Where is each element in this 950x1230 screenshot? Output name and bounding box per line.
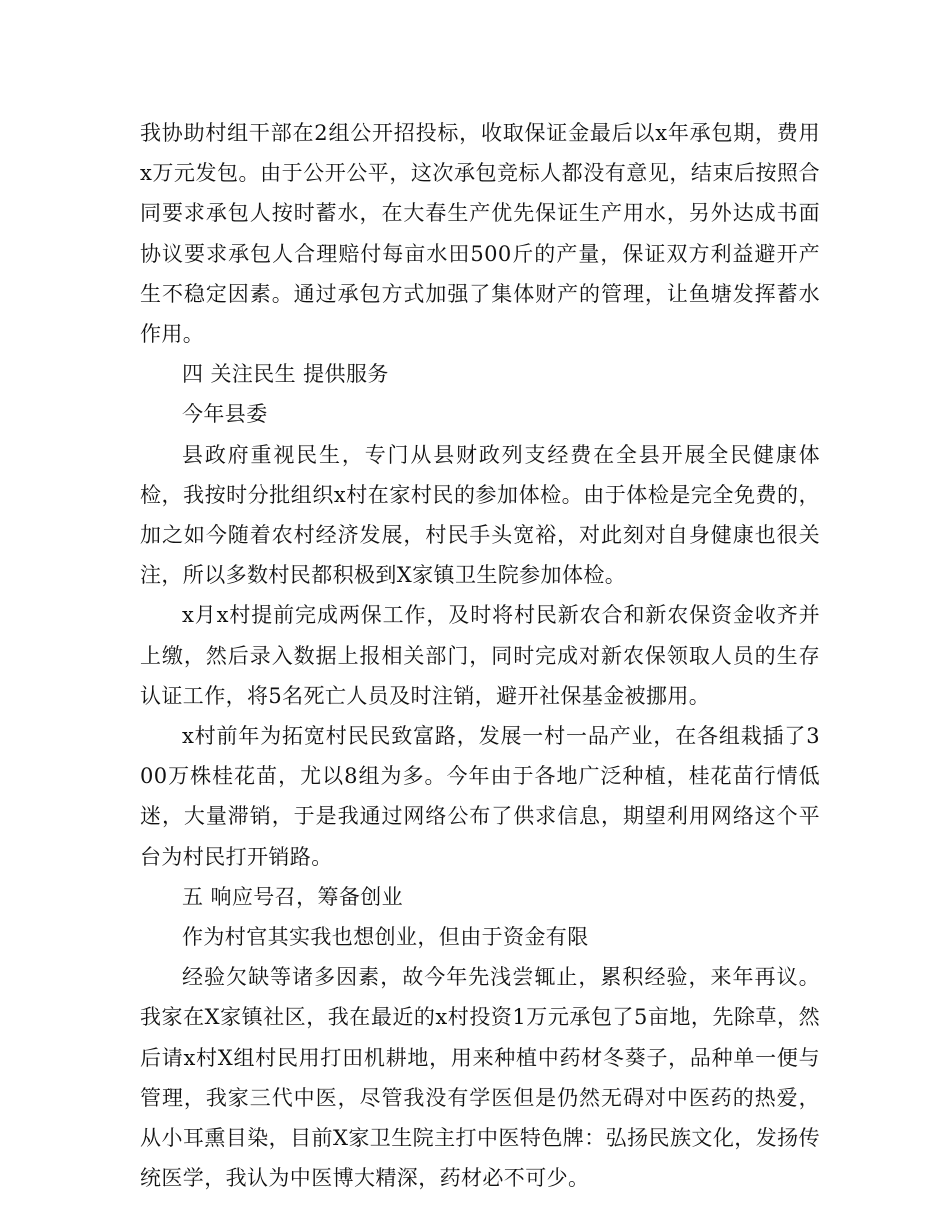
- section-heading-livelihood: 四 关注民生 提供服务: [182, 362, 389, 387]
- paragraph-county-committee: 今年县委: [182, 402, 268, 427]
- paragraph-health-checkup: 县政府重视民生，专门从县财政列支经费在全县开展全民健康体检，我按时分批组织x村在家村民的参加体检。由于体检是完全免费的，加之如今随着农村经济发展，村民手头宽裕，对此刻对自身健康也很关注，所以多数村民都积极到X家镇卫生院参加体检。: [140, 442, 820, 588]
- paragraph-osmanthus-seedlings: x村前年为拓宽村民民致富路，发展一村一品产业，在各组栽插了300万株桂花苗，尤以8组为多。今年由于各地广泛种植，桂花苗行情低迷，大量滞销，于是我通过网络公布了供求信息，期望利用网络这个平台为村民打开销路。: [140, 724, 820, 869]
- paragraph-herb-planting: 经验欠缺等诸多因素，故今年先浅尝辄止，累积经验，来年再议。我家在X家镇社区，我在最近的x村投资1万元承包了5亩地，先除草，然后请x村X组村民用打田机耕地，用来种植中药材冬葵子，品种单一便与管理，我家三代中医，尽管我没有学医但是仍然无碍对中医药的热爱，从小耳熏目染，目前X家卫生院主打中医特色牌：弘扬民族文化，发扬传统医学，我认为中医博大精深，药材必不可少。: [140, 965, 820, 1191]
- paragraph-tender-contract: 我协助村组干部在2组公开招投标，收取保证金最后以x年承包期，费用x万元发包。由于公开公平，这次承包竞标人都没有意见，结束后按照合同要求承包人按时蓄水，在大春生产优先保证生产用水，另外达成书面协议要求承包人合理赔付每亩水田500斤的产量，保证双方利益避开产生不稳定因素。通过承包方式加强了集体财产的管理，让鱼塘发挥蓄水作用。: [140, 121, 820, 347]
- section-heading-entrepreneurship: 五 响应号召，筹备创业: [182, 884, 404, 909]
- paragraph-village-official: 作为村官其实我也想创业，但由于资金有限: [182, 925, 589, 950]
- paragraph-insurance-work: x月x村提前完成两保工作，及时将村民新农合和新农保资金收齐并上缴，然后录入数据上报相关部门，同时完成对新农保领取人员的生存认证工作，将5名死亡人员及时注销，避开社保基金被挪用。: [140, 603, 820, 708]
- document-page: [140, 113, 820, 1198]
